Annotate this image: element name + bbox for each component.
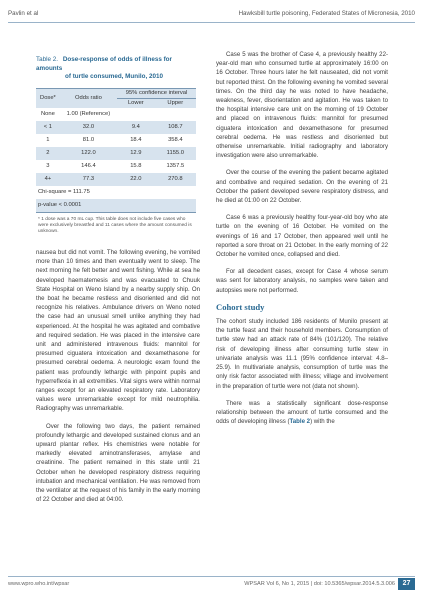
cell-lower: 15.8 (130, 163, 142, 170)
cell-lower: 9.4 (117, 121, 155, 134)
cell-dose: 4+ (36, 173, 60, 186)
col-header-upper: Upper (155, 98, 196, 108)
cell-dose: 2 (36, 147, 60, 160)
col-header-ci: 95% confidence interval (117, 88, 196, 98)
cell-odds: 146.4 (81, 163, 96, 170)
header-title: Hawksbill turtle poisoning, Federated States of Micronesia, 2010 (238, 10, 415, 17)
right-paragraph-3: Case 6 was a previously healthy four-year-old boy who ate turtle on the evening of 16 October. He vomited on the evenings of 16 and 17 October, then appeared well until he reported a sore throat on 21 October. In the early morning of 22 October he vomited once, collapsed and died. (216, 214, 388, 259)
cell-upper: 270.8 (155, 173, 196, 186)
right-column (216, 50, 388, 434)
p-value: p-value < 0.0001 (36, 199, 196, 213)
right-paragraph-6 (216, 399, 388, 427)
table-row (36, 134, 196, 147)
left-paragraph-1: nausea but did not vomit. The following evening, he vomited more than 10 times and then eventually went to sleep. The next morning he felt better and went fishing. While at sea he developed haematemesis and was evacuated to Chuuk State Hospital on Weno Island by a nearby supply ship. On the boat he became restless and disoriented and did not recognize his relatives. Ambulance drivers on Weno noted the case had an unusual smell unlike anything they had experienced. At the hospital he was agitated and combative and required sedation. He was placed in the intensive care unit and administered intravenous fluids: mannitol for presumed ciguatera intoxication and dexamethasone for presumed cerebral oedema. A neurologic exam found the patient was profoundly lethargic with pinpoint pupils and hyperreflexia in all extremities. Vital signs were within normal ranges except for an elevated respiratory rate. Laboratory values were unremarkable except for mild neutrophilia. Radiography was unremarkable. (36, 249, 200, 413)
header-authors: Pavlin et al (8, 10, 39, 17)
footer-citation: WPSAR Vol 6, No 1, 2015 | doi: 10.5365/wpsar.2014.5.3.006 (244, 581, 395, 587)
table-stat-row (36, 199, 196, 213)
cell-odds: 1.00 (Reference) (66, 111, 111, 118)
p6-text-a: There was a statistically significant dose-response relationship between the amount of turtle consumed and the odds of developing illness ( (216, 399, 388, 426)
table-title-line1: Dose-response of odds of illness for amounts (36, 56, 172, 72)
table-row (36, 160, 196, 173)
cell-odds: 122.0 (60, 147, 117, 160)
table-caption (36, 56, 196, 82)
table-row (36, 108, 196, 121)
cell-odds: 77.3 (60, 173, 117, 186)
cell-odds: 32.0 (60, 121, 117, 134)
running-header (8, 8, 415, 20)
cell-lower: 22.0 (117, 173, 155, 186)
left-column (36, 248, 200, 512)
cell-upper: 1155.0 (155, 147, 196, 160)
col-header-lower: Lower (117, 98, 155, 108)
header-rule (8, 22, 415, 23)
table-row (36, 147, 196, 160)
cell-odds: 81.0 (82, 137, 95, 144)
page-footer (8, 581, 415, 591)
table-2-link[interactable]: Table 2 (289, 418, 311, 426)
cell-lower: 12.9 (117, 147, 155, 160)
cell-dose: < 1 (36, 121, 60, 134)
page-number: 27 (398, 578, 415, 590)
right-paragraph-4: For all decedent cases, except for Case 4 whose serum was sent for laboratory analysis, no samples were taken and autopsies were not performed. (216, 268, 388, 294)
table-row (36, 173, 196, 186)
cell-dose: 1 (46, 137, 50, 144)
cell-upper: 358.4 (168, 137, 183, 144)
section-heading-cohort: Cohort study (216, 301, 265, 312)
cell-dose: None (40, 111, 55, 118)
table-row (36, 121, 196, 134)
footer-rule (8, 576, 415, 577)
chi-square: Chi-square = 111.75 (38, 189, 90, 196)
table-2 (36, 56, 196, 235)
left-paragraph-2: Over the following two days, the patient remained profoundly lethargic and developed sustained clonus and an upward plantar reflex. His chemistries were notable for markedly elevated aminotransferases, amylase and creatinine. The patient remained in this state until 21 October when he developed respiratory distress requiring intubation and mechanical ventilation. He was removed from the ventilator at the request of his family in the early morning of 22 October and died at 04:00. (36, 422, 200, 504)
table-label: Table 2. (36, 56, 59, 63)
col-header-odds: Odds ratio (60, 88, 117, 108)
cell-upper: 108.7 (155, 121, 196, 134)
p6-text-b: ) with the (310, 418, 335, 426)
cell-lower (117, 108, 155, 121)
cell-lower: 18.4 (130, 137, 142, 144)
right-paragraph-2: Over the course of the evening the patient became agitated and combative and required sedation. On the evening of 21 October the patient developed severe respiratory distress, and he died at 01:00 on 22 October. (216, 169, 388, 205)
journal-url-link[interactable]: www.wpro.who.int/wpsar (8, 581, 70, 587)
cell-upper: 1357.5 (166, 163, 185, 170)
table-stat-row (36, 186, 196, 199)
table-title-line2: of turtle consumed, Munilo, 2010 (65, 73, 163, 81)
col-header-dose: Dose* (36, 88, 60, 108)
dose-response-table (36, 88, 196, 213)
right-paragraph-1: Case 5 was the brother of Case 4, a previously healthy 22-year-old man who consumed turtle at approximately 16:00 on 16 October. Three hours later he felt nauseated, did not vomit but reported thirst. On the following evening he vomited several times. On the third day he was noted to have headache, weakness, fever, disorientation and agitation. He was taken to the hospital intensive care unit on the morning of 19 October and placed on intravenous fluids: mannitol for presumed ciguatera intoxication and dexamethasone for presumed cerebral oedema. He was restless and disoriented but otherwise unremarkable. Initial radiography and laboratory investigation were also unremarkable. (216, 51, 388, 160)
right-paragraph-5: The cohort study included 186 residents of Munilo present at the turtle feast and their household members. Consumption of turtle stew had an attack rate of 84% (101/120). The relative risk of developing illness after consuming turtle stew in univariate analysis was 11.1 (95% confidence interval: 4.8–25.9). In multivariate analysis, consumption of turtle was the only risk factor associated with illness; village and involvement in the preparation of turtle were not (data not shown). (216, 318, 388, 390)
cell-dose: 3 (46, 163, 50, 170)
table-footnote: * 1 dose was a 70 mL cup. This table does not include five cases who were exclusively breastfed and 11 cases where the amount consumed is unknown. (38, 216, 192, 235)
cell-upper (155, 108, 196, 121)
